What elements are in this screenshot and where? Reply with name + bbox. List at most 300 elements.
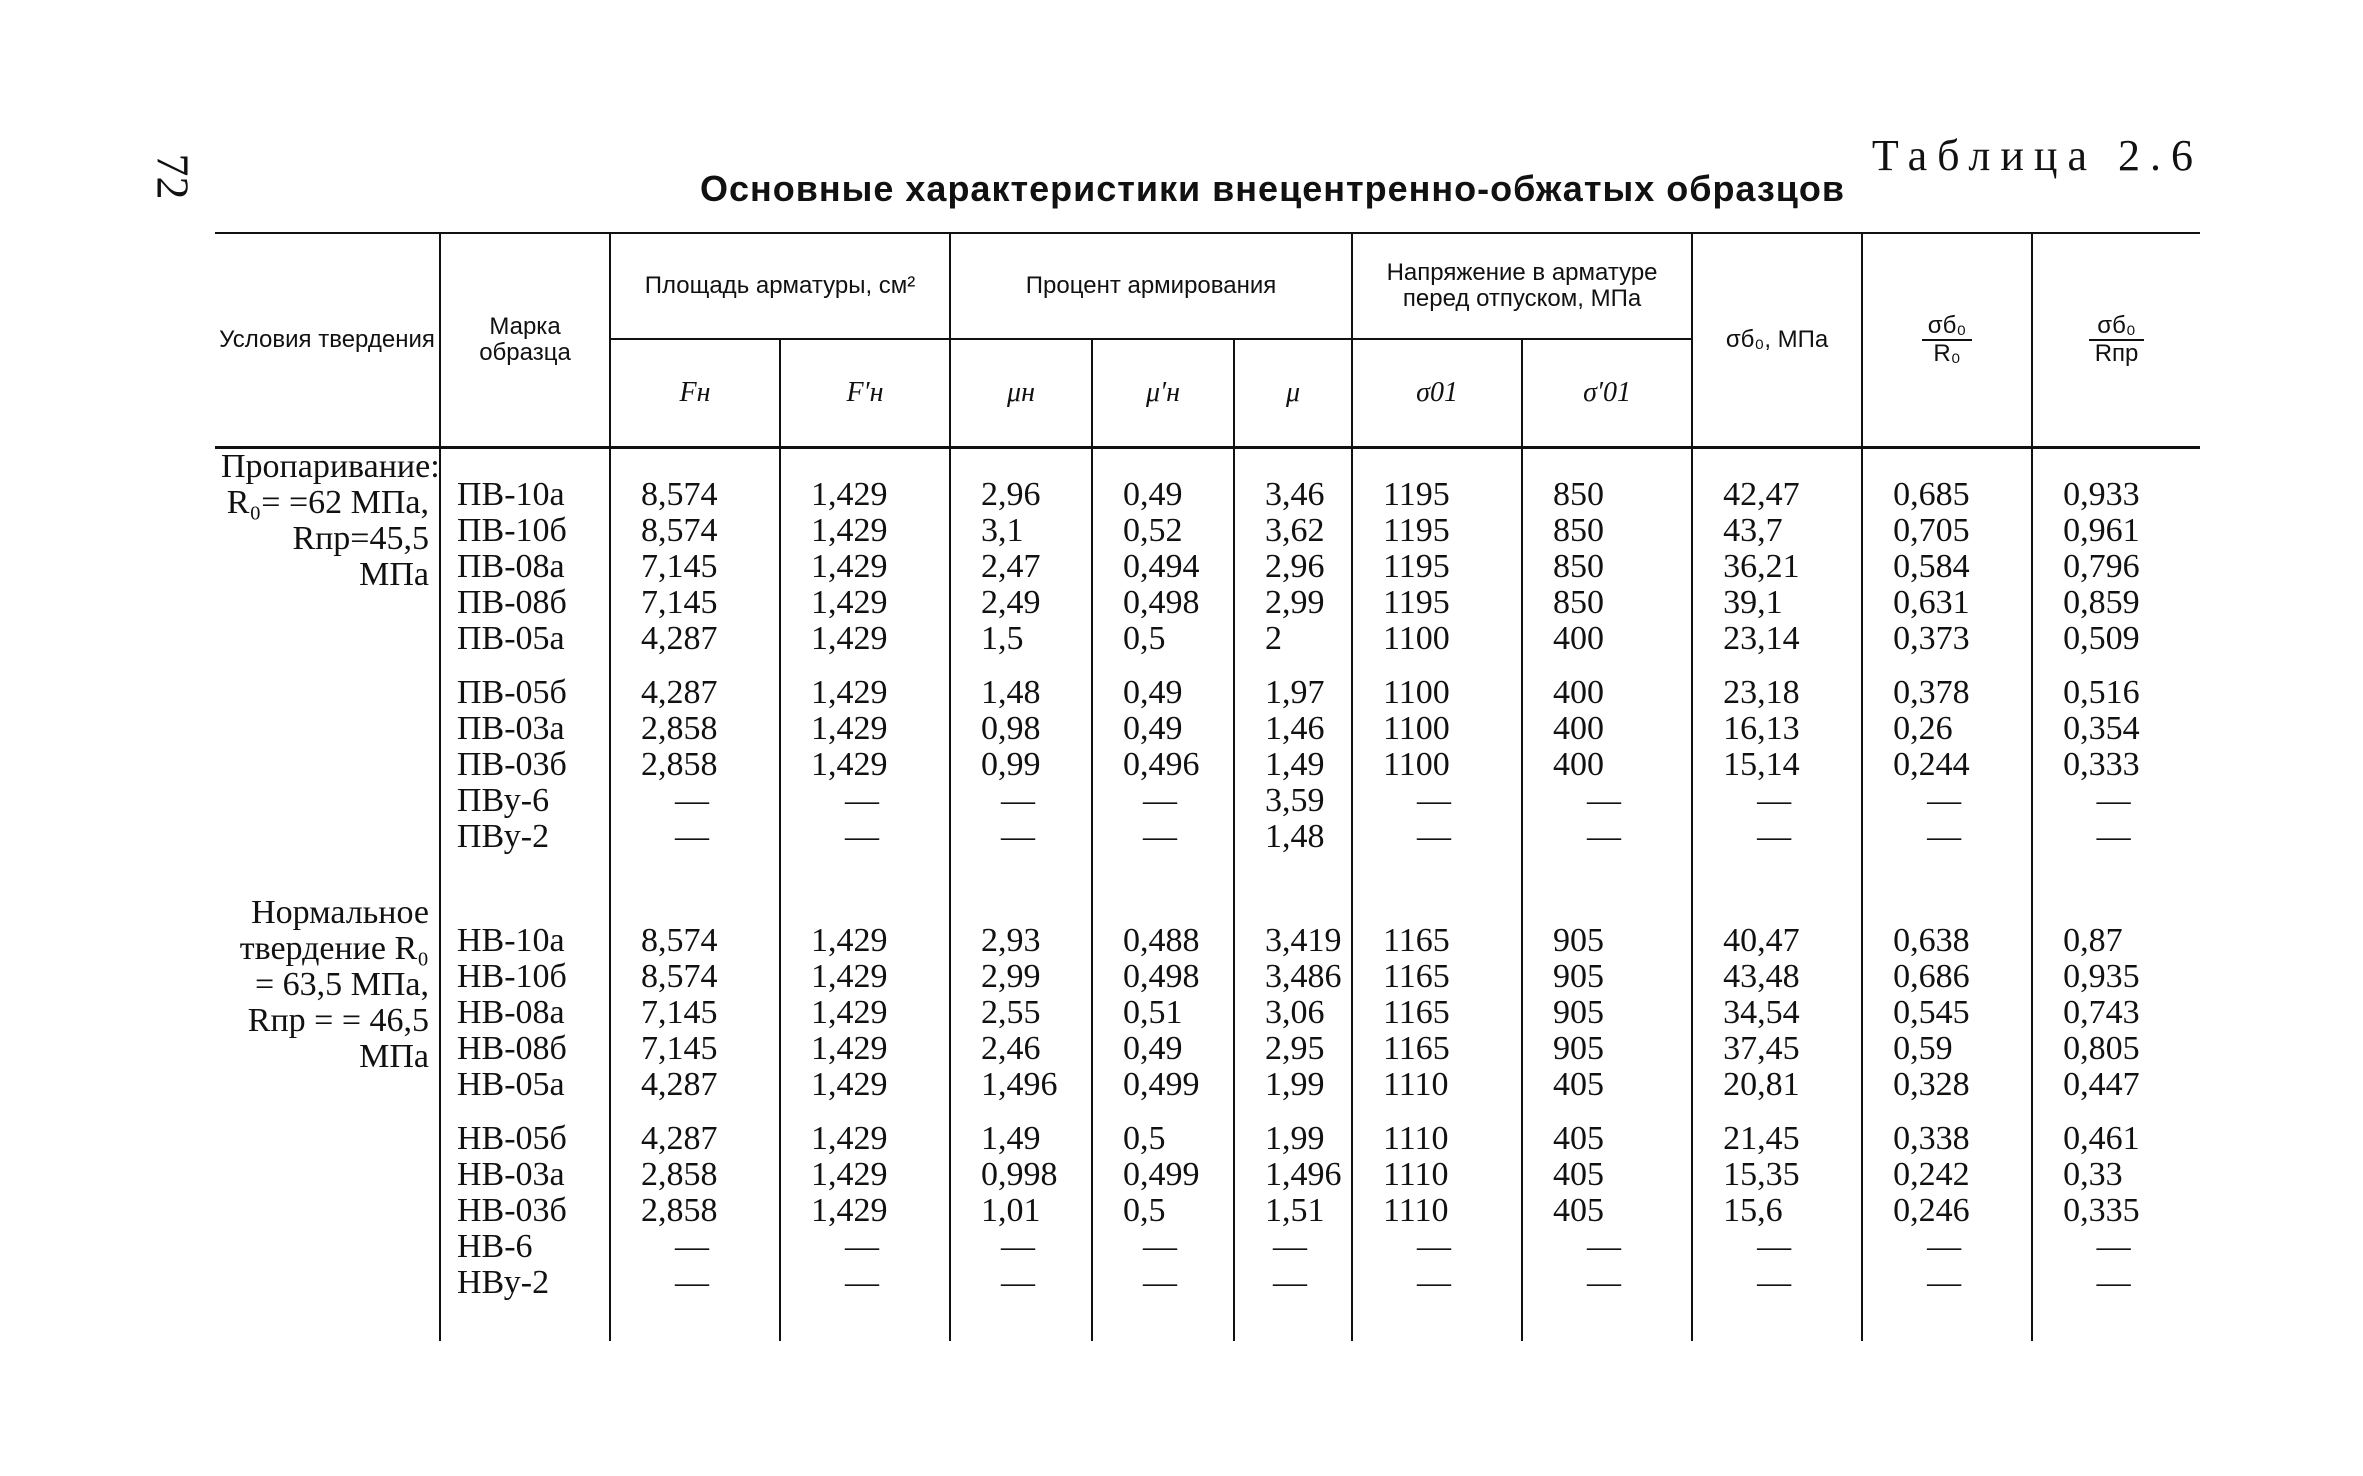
spacer-cell — [1092, 855, 1234, 895]
cell-mu-n: 0,99 — [950, 747, 1092, 783]
cell-sigma-01: 1110 — [1352, 1067, 1522, 1103]
spacer-cell — [950, 657, 1092, 675]
cell-fn-prime: 1,429 — [780, 923, 950, 959]
spacer-cell — [1692, 657, 1862, 675]
cell-sigma-01: 1110 — [1352, 1157, 1522, 1193]
cell-ratio-r0: — — [1862, 1229, 2032, 1265]
header-mark: Марка образца — [440, 233, 610, 448]
cell-sigma-01: 1165 — [1352, 995, 1522, 1031]
spacer-cell — [1234, 657, 1352, 675]
cell-ratio-r0: 0,59 — [1862, 1031, 2032, 1067]
cell-fn-prime: 1,429 — [780, 711, 950, 747]
spacer-cell — [1522, 895, 1692, 923]
cell-ratio-rpr: 0,461 — [2032, 1121, 2200, 1157]
cell-sigma-01: 1100 — [1352, 675, 1522, 711]
header-sigma-b0: σб₀, МПа — [1692, 233, 1862, 448]
spacer-cell — [1692, 1301, 1862, 1341]
cell-ratio-rpr: 0,33 — [2032, 1157, 2200, 1193]
spacer-cell — [950, 1103, 1092, 1121]
spacer-cell — [1692, 855, 1862, 895]
spacer-cell — [1522, 855, 1692, 895]
cell-sigma-01: 1195 — [1352, 477, 1522, 513]
cell-ratio-r0: 0,26 — [1862, 711, 2032, 747]
cell-ratio-rpr: — — [2032, 1229, 2200, 1265]
table-row — [215, 1229, 2200, 1265]
cell-mu: 1,48 — [1234, 819, 1352, 855]
spacer-cell — [780, 1103, 950, 1121]
cell-sigma-b0: 34,54 — [1692, 995, 1862, 1031]
spacer-cell — [1692, 448, 1862, 478]
header-ratio-rpr — [2032, 233, 2200, 448]
cell-fn: 8,574 — [610, 959, 780, 995]
spacer-cell — [610, 855, 780, 895]
spacer-cell — [440, 657, 610, 675]
spacer-cell — [1692, 1103, 1862, 1121]
condition-cell: Нормальное твердение R₀ = 63,5 МПа, Rпр = = 46,5 МПа — [239, 894, 429, 1075]
cell-fn: 7,145 — [610, 549, 780, 585]
spacer-cell — [440, 448, 610, 478]
cell-fn: 4,287 — [610, 1067, 780, 1103]
cell-fn: 2,858 — [610, 1193, 780, 1229]
cell-ratio-r0: — — [1862, 819, 2032, 855]
spacer-cell — [1234, 1103, 1352, 1121]
cell-mark: НВ-08а — [440, 995, 610, 1031]
table-title: Основные характеристики внецентренно-обжатых образцов — [700, 168, 1846, 209]
cell-fn: — — [610, 1265, 780, 1301]
cell-mu: 2,99 — [1234, 585, 1352, 621]
spacer-cell — [950, 895, 1092, 923]
cell-mark: ПВ-08а — [440, 549, 610, 585]
spacer-cell — [2032, 657, 2200, 675]
cell-fn: — — [610, 1229, 780, 1265]
cell-mu-n-prime: 0,498 — [1092, 585, 1234, 621]
spacer-cell — [610, 1301, 780, 1341]
cell-ratio-rpr: 0,335 — [2032, 1193, 2200, 1229]
condition-cell: Пропаривание: R₀= =62 МПа, Rпр=45,5 МПа — [221, 448, 440, 593]
table-row — [215, 675, 2200, 711]
table-body — [215, 448, 2200, 1342]
spacer-cell — [1862, 1103, 2032, 1121]
cell-fn: — — [610, 819, 780, 855]
cell-mu-n-prime: 0,5 — [1092, 621, 1234, 657]
cell-mark: НВ-05а — [440, 1067, 610, 1103]
cell-sigma-b0: — — [1692, 1265, 1862, 1301]
cell-mu: — — [1234, 1229, 1352, 1265]
cell-sigma-b0: 43,48 — [1692, 959, 1862, 995]
cell-mark: НВу-2 — [440, 1265, 610, 1301]
cell-sigma-01-prime: 400 — [1522, 675, 1692, 711]
cell-sigma-01-prime: 400 — [1522, 747, 1692, 783]
subheader-mu-n-prime: μ′н — [1092, 339, 1234, 448]
cell-mu: 1,99 — [1234, 1121, 1352, 1157]
cell-sigma-01: — — [1352, 783, 1522, 819]
cell-sigma-01: 1195 — [1352, 549, 1522, 585]
spacer-cell — [950, 1301, 1092, 1341]
cell-mu: 1,496 — [1234, 1157, 1352, 1193]
cell-mark: ПВу-2 — [440, 819, 610, 855]
spacer-cell — [1352, 895, 1522, 923]
table-row — [215, 1121, 2200, 1157]
spacer-cell — [950, 448, 1092, 478]
cell-ratio-r0: 0,545 — [1862, 995, 2032, 1031]
header-area-group: Площадь арматуры, см² — [610, 233, 950, 339]
spacer-cell — [610, 657, 780, 675]
table-row — [215, 1031, 2200, 1067]
page-number: 72 — [147, 153, 199, 200]
table-row — [215, 1265, 2200, 1301]
cell-mu: 1,97 — [1234, 675, 1352, 711]
cell-ratio-r0: 0,378 — [1862, 675, 2032, 711]
cell-mu: 3,06 — [1234, 995, 1352, 1031]
cell-mu: 3,486 — [1234, 959, 1352, 995]
cell-sigma-01: — — [1352, 1229, 1522, 1265]
spacer-cell — [1522, 1301, 1692, 1341]
cell-mu-n-prime: 0,49 — [1092, 477, 1234, 513]
cell-mu: 3,46 — [1234, 477, 1352, 513]
spacer-row — [215, 657, 2200, 675]
spacer-cell — [2032, 895, 2200, 923]
spacer-cell — [1092, 1301, 1234, 1341]
cell-sigma-01-prime: 850 — [1522, 585, 1692, 621]
spacer-cell — [950, 855, 1092, 895]
cell-ratio-rpr: 0,87 — [2032, 923, 2200, 959]
cell-mu-n: 2,93 — [950, 923, 1092, 959]
cell-mu-n: 2,99 — [950, 959, 1092, 995]
cell-mu-n-prime: — — [1092, 1229, 1234, 1265]
table-row — [215, 711, 2200, 747]
cell-ratio-r0: 0,338 — [1862, 1121, 2032, 1157]
spacer-cell — [1234, 895, 1352, 923]
spacer-cell — [780, 657, 950, 675]
cell-ratio-r0: 0,705 — [1862, 513, 2032, 549]
cell-mark: НВ-05б — [440, 1121, 610, 1157]
spacer-cell — [1092, 448, 1234, 478]
cell-sigma-b0: — — [1692, 783, 1862, 819]
cell-mu-n: 2,47 — [950, 549, 1092, 585]
cell-sigma-01-prime: 405 — [1522, 1157, 1692, 1193]
cell-ratio-r0: 0,242 — [1862, 1157, 2032, 1193]
spacer-cell — [1234, 855, 1352, 895]
spacer-cell — [1862, 448, 2032, 478]
cell-sigma-01: 1100 — [1352, 747, 1522, 783]
cell-mu-n-prime: 0,488 — [1092, 923, 1234, 959]
cell-mu-n: 0,998 — [950, 1157, 1092, 1193]
cell-mu-n: 2,46 — [950, 1031, 1092, 1067]
cell-sigma-01: 1100 — [1352, 621, 1522, 657]
cell-sigma-01: — — [1352, 1265, 1522, 1301]
table-label: Таблица 2.6 — [1871, 131, 2203, 180]
cell-ratio-rpr: 0,743 — [2032, 995, 2200, 1031]
cell-sigma-01: — — [1352, 819, 1522, 855]
cell-fn: 8,574 — [610, 477, 780, 513]
cell-sigma-01-prime: 405 — [1522, 1193, 1692, 1229]
spacer-row — [215, 1103, 2200, 1121]
cell-sigma-b0: 43,7 — [1692, 513, 1862, 549]
cell-fn-prime: 1,429 — [780, 675, 950, 711]
table-row — [215, 621, 2200, 657]
cell-fn: 2,858 — [610, 1157, 780, 1193]
cell-sigma-01-prime: 405 — [1522, 1067, 1692, 1103]
cell-sigma-01: 1110 — [1352, 1193, 1522, 1229]
table-row — [215, 1157, 2200, 1193]
spacer-cell — [1352, 855, 1522, 895]
cell-mark: ПВ-10а — [440, 477, 610, 513]
cell-sigma-01-prime: — — [1522, 819, 1692, 855]
cell-fn: 2,858 — [610, 747, 780, 783]
cell-sigma-b0: 40,47 — [1692, 923, 1862, 959]
cell-sigma-01-prime: 905 — [1522, 1031, 1692, 1067]
ratio-rpr-denominator: Rпр — [2094, 340, 2139, 367]
spacer-cell — [780, 448, 950, 478]
cell-sigma-01-prime: 905 — [1522, 995, 1692, 1031]
cell-fn-prime: 1,429 — [780, 995, 950, 1031]
header-conditions: Условия твердения — [219, 326, 435, 353]
cell-ratio-rpr: — — [2032, 1265, 2200, 1301]
cell-mark: НВ-10а — [440, 923, 610, 959]
cell-ratio-r0: — — [1862, 783, 2032, 819]
cell-sigma-b0: 36,21 — [1692, 549, 1862, 585]
cell-mu-n-prime: 0,494 — [1092, 549, 1234, 585]
cell-ratio-r0: 0,373 — [1862, 621, 2032, 657]
cell-sigma-01: 1195 — [1352, 585, 1522, 621]
cell-ratio-r0: 0,246 — [1862, 1193, 2032, 1229]
cell-mark: НВ-03а — [440, 1157, 610, 1193]
cell-fn-prime: 1,429 — [780, 1121, 950, 1157]
spacer-cell — [1862, 1301, 2032, 1341]
table-row — [215, 783, 2200, 819]
cell-sigma-01-prime: — — [1522, 783, 1692, 819]
ratio-rpr-numerator: σб₀ — [2089, 313, 2145, 341]
cell-ratio-r0: 0,631 — [1862, 585, 2032, 621]
spacer-row — [215, 448, 2200, 478]
cell-fn-prime: — — [780, 1229, 950, 1265]
subheader-fn-prime: F′н — [780, 339, 950, 448]
cell-ratio-rpr: 0,796 — [2032, 549, 2200, 585]
cell-ratio-rpr: 0,859 — [2032, 585, 2200, 621]
cell-mark: ПВ-08б — [440, 585, 610, 621]
cell-mark: ПВу-6 — [440, 783, 610, 819]
subheader-sigma-01-prime: σ′01 — [1522, 339, 1692, 448]
cell-ratio-r0: 0,584 — [1862, 549, 2032, 585]
table-row — [215, 747, 2200, 783]
cell-mu: — — [1234, 1265, 1352, 1301]
cell-sigma-b0: 42,47 — [1692, 477, 1862, 513]
cell-mark: НВ-6 — [440, 1229, 610, 1265]
cell-fn-prime: 1,429 — [780, 513, 950, 549]
spacer-cell — [780, 895, 950, 923]
cell-fn: 4,287 — [610, 621, 780, 657]
cell-sigma-b0: 23,14 — [1692, 621, 1862, 657]
cell-mu-n: — — [950, 819, 1092, 855]
spacer-row — [215, 895, 2200, 923]
cell-mark: ПВ-03а — [440, 711, 610, 747]
cell-ratio-rpr: 0,933 — [2032, 477, 2200, 513]
ratio-r0-numerator: σб₀ — [1922, 313, 1973, 341]
cell-mu: 3,419 — [1234, 923, 1352, 959]
cell-sigma-01-prime: 850 — [1522, 477, 1692, 513]
cell-mu-n: 1,49 — [950, 1121, 1092, 1157]
cell-sigma-01: 1165 — [1352, 1031, 1522, 1067]
cell-fn: — — [610, 783, 780, 819]
cell-mu-n: 3,1 — [950, 513, 1092, 549]
cell-sigma-01-prime: 400 — [1522, 621, 1692, 657]
cell-fn: 2,858 — [610, 711, 780, 747]
cell-ratio-rpr: — — [2032, 783, 2200, 819]
cell-ratio-rpr: 0,333 — [2032, 747, 2200, 783]
cell-mu: 3,59 — [1234, 783, 1352, 819]
cell-mu-n-prime: 0,52 — [1092, 513, 1234, 549]
cell-fn: 7,145 — [610, 1031, 780, 1067]
spacer-cell — [610, 1103, 780, 1121]
cell-fn: 4,287 — [610, 1121, 780, 1157]
table-row — [215, 923, 2200, 959]
cell-mu-n-prime: 0,49 — [1092, 675, 1234, 711]
table-row — [215, 585, 2200, 621]
spacer-cell — [2032, 1301, 2200, 1341]
cell-ratio-rpr: 0,354 — [2032, 711, 2200, 747]
spacer-cell — [1862, 657, 2032, 675]
spacer-cell — [1234, 1301, 1352, 1341]
table-row — [215, 1193, 2200, 1229]
cell-mu: 3,62 — [1234, 513, 1352, 549]
cell-ratio-rpr: 0,447 — [2032, 1067, 2200, 1103]
table-row — [215, 995, 2200, 1031]
table-row — [215, 549, 2200, 585]
cell-ratio-r0: 0,685 — [1862, 477, 2032, 513]
cell-mu: 2,95 — [1234, 1031, 1352, 1067]
header-ratio-r0 — [1862, 233, 2032, 448]
cell-sigma-b0: — — [1692, 819, 1862, 855]
table-row — [215, 959, 2200, 995]
cell-mu-n: — — [950, 783, 1092, 819]
table-header — [215, 233, 2200, 448]
cell-sigma-01: 1195 — [1352, 513, 1522, 549]
cell-fn-prime: 1,429 — [780, 549, 950, 585]
cell-fn-prime: 1,429 — [780, 1067, 950, 1103]
subheader-mu: μ — [1234, 339, 1352, 448]
cell-sigma-01: 1165 — [1352, 959, 1522, 995]
subheader-mu-n: μн — [950, 339, 1092, 448]
cell-mark: ПВ-05а — [440, 621, 610, 657]
cell-sigma-b0: 39,1 — [1692, 585, 1862, 621]
subheader-sigma-01: σ01 — [1352, 339, 1522, 448]
cell-mu-n-prime: 0,49 — [1092, 1031, 1234, 1067]
cell-mu-n-prime: 0,498 — [1092, 959, 1234, 995]
spacer-cell — [1862, 855, 2032, 895]
cell-mu-n: — — [950, 1229, 1092, 1265]
cell-fn-prime: 1,429 — [780, 747, 950, 783]
cell-mu-n-prime: — — [1092, 819, 1234, 855]
cell-mu: 1,51 — [1234, 1193, 1352, 1229]
cell-fn-prime: — — [780, 783, 950, 819]
cell-mark: НВ-08б — [440, 1031, 610, 1067]
cell-sigma-b0: 16,13 — [1692, 711, 1862, 747]
cell-sigma-01-prime: 905 — [1522, 923, 1692, 959]
cell-mark: НВ-10б — [440, 959, 610, 995]
cell-ratio-rpr: 0,961 — [2032, 513, 2200, 549]
cell-mu-n-prime: — — [1092, 1265, 1234, 1301]
cell-sigma-01: 1165 — [1352, 923, 1522, 959]
cell-sigma-01-prime: 850 — [1522, 549, 1692, 585]
spacer-cell — [1234, 448, 1352, 478]
table-row — [215, 819, 2200, 855]
cell-mu: 2,96 — [1234, 549, 1352, 585]
cell-ratio-r0: 0,686 — [1862, 959, 2032, 995]
cell-mark: ПВ-03б — [440, 747, 610, 783]
spacer-cell — [1352, 1103, 1522, 1121]
cell-mu-n: 2,96 — [950, 477, 1092, 513]
spacer-cell — [2032, 855, 2200, 895]
subheader-fn: Fн — [610, 339, 780, 448]
spacer-cell — [1862, 895, 2032, 923]
cell-mu-n: 2,49 — [950, 585, 1092, 621]
cell-ratio-rpr: — — [2032, 819, 2200, 855]
cell-mu-n-prime: 0,51 — [1092, 995, 1234, 1031]
cell-fn-prime: 1,429 — [780, 585, 950, 621]
cell-sigma-b0: 15,35 — [1692, 1157, 1862, 1193]
cell-sigma-01-prime: 405 — [1522, 1121, 1692, 1157]
cell-mu-n: 1,496 — [950, 1067, 1092, 1103]
cell-sigma-b0: 15,6 — [1692, 1193, 1862, 1229]
cell-fn-prime: — — [780, 819, 950, 855]
cell-mark: НВ-03б — [440, 1193, 610, 1229]
spacer-cell — [1092, 895, 1234, 923]
cell-ratio-rpr: 0,805 — [2032, 1031, 2200, 1067]
cell-mu-n-prime: 0,499 — [1092, 1067, 1234, 1103]
table-row — [215, 1067, 2200, 1103]
spacer-cell — [440, 855, 610, 895]
cell-mu-n-prime: 0,5 — [1092, 1121, 1234, 1157]
table-row — [215, 477, 2200, 513]
cell-mu-n-prime: 0,49 — [1092, 711, 1234, 747]
cell-sigma-b0: 21,45 — [1692, 1121, 1862, 1157]
cell-mu-n: 0,98 — [950, 711, 1092, 747]
cell-mu-n: — — [950, 1265, 1092, 1301]
spacer-cell — [1522, 1103, 1692, 1121]
header-percent-group: Процент армирования — [950, 233, 1352, 339]
ratio-r0-denominator: R₀ — [1933, 340, 1961, 367]
cell-mu: 1,49 — [1234, 747, 1352, 783]
spacer-cell — [1352, 448, 1522, 478]
data-table — [215, 232, 2200, 1341]
cell-fn: 4,287 — [610, 675, 780, 711]
cell-fn-prime: 1,429 — [780, 1157, 950, 1193]
cell-sigma-01-prime: 905 — [1522, 959, 1692, 995]
spacer-cell — [780, 1301, 950, 1341]
cell-mark: ПВ-10б — [440, 513, 610, 549]
spacer-cell — [2032, 448, 2200, 478]
cell-mu-n-prime: — — [1092, 783, 1234, 819]
spacer-cell — [1522, 657, 1692, 675]
cell-mu-n: 2,55 — [950, 995, 1092, 1031]
spacer-cell — [1092, 657, 1234, 675]
cell-sigma-01: 1110 — [1352, 1121, 1522, 1157]
cell-fn: 8,574 — [610, 923, 780, 959]
cell-fn: 7,145 — [610, 995, 780, 1031]
cell-mu: 1,99 — [1234, 1067, 1352, 1103]
cell-sigma-01-prime: 400 — [1522, 711, 1692, 747]
spacer-row — [215, 1301, 2200, 1341]
cell-sigma-01-prime: 850 — [1522, 513, 1692, 549]
cell-sigma-01-prime: — — [1522, 1229, 1692, 1265]
cell-mu: 1,46 — [1234, 711, 1352, 747]
cell-ratio-rpr: 0,509 — [2032, 621, 2200, 657]
cell-fn: 8,574 — [610, 513, 780, 549]
cell-mu-n: 1,01 — [950, 1193, 1092, 1229]
cell-ratio-rpr: 0,935 — [2032, 959, 2200, 995]
cell-sigma-b0: 20,81 — [1692, 1067, 1862, 1103]
cell-mu-n-prime: 0,5 — [1092, 1193, 1234, 1229]
